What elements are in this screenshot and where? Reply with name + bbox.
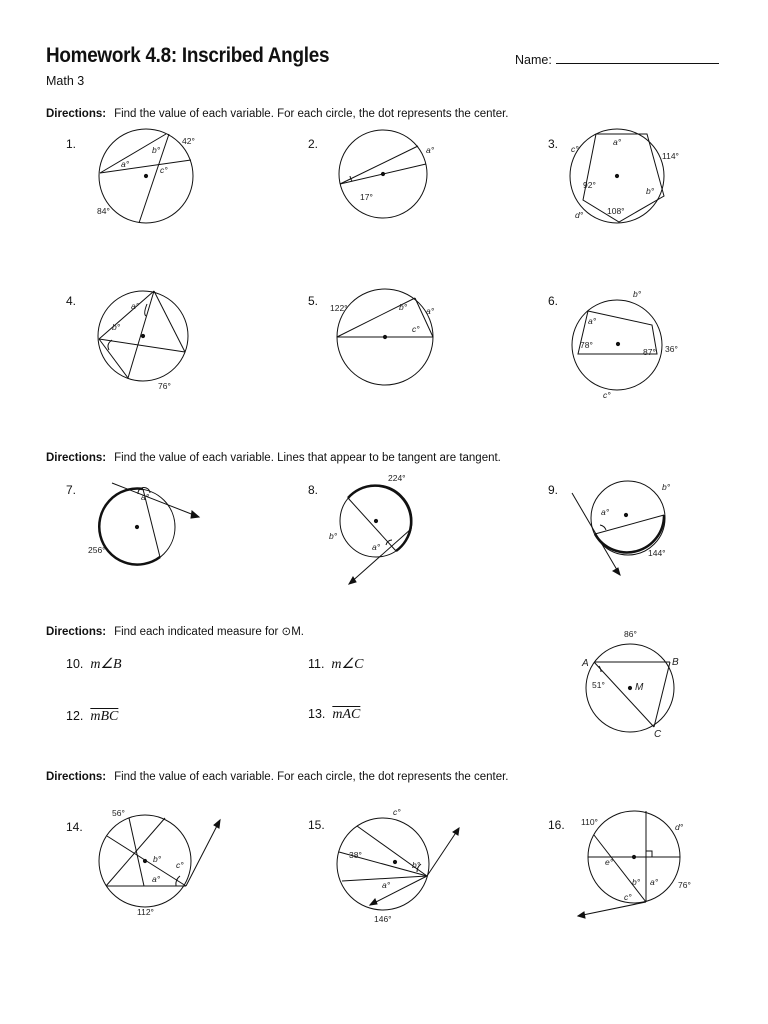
p2-label-a: a° <box>426 145 435 155</box>
p5-label-c: c° <box>412 324 420 334</box>
p10-label-C: C <box>654 729 662 740</box>
p15-label-arc: 146° <box>374 914 392 924</box>
p10-label-ang: 51° <box>592 680 605 690</box>
p10-label-M: M <box>635 682 644 693</box>
p9-label-arc: 144° <box>648 548 666 558</box>
p16-label-b: b° <box>632 877 641 887</box>
p3-label-ang1: 92° <box>583 180 596 190</box>
p16-label-d: d° <box>675 822 684 832</box>
p3-label-ang2: 108° <box>607 206 625 216</box>
p14-label-c: c° <box>176 860 184 870</box>
p7-label-a: a° <box>141 492 150 502</box>
p1-label-b: b° <box>152 145 161 155</box>
p6-label-a: a° <box>588 316 597 326</box>
page-title: Homework 4.8: Inscribed Angles <box>46 44 330 67</box>
problem-number: 1. <box>66 137 77 151</box>
p4-label-a: a° <box>131 301 140 311</box>
p3-label-d: d° <box>575 210 584 220</box>
problem-number: 16. <box>548 818 565 832</box>
p1-label-a: a° <box>121 159 130 169</box>
p10-label-A: A <box>582 658 589 669</box>
p16-label-e: e° <box>605 857 614 867</box>
p3-label-arc: 114° <box>662 151 679 161</box>
p8-label-b: b° <box>329 531 338 541</box>
problem-number: 2. <box>308 137 319 151</box>
p15-label-ang: 38° <box>349 850 362 860</box>
circle-diagram-1 <box>99 129 193 223</box>
p4-label-b: b° <box>112 322 121 332</box>
directions-text: Find the value of each variable. For each circle, the dot represents the center. <box>114 771 509 783</box>
circle-diagram-2 <box>339 130 427 218</box>
question-text: $\overline{mBC}$ <box>90 709 119 724</box>
p16-label-a: a° <box>650 877 659 887</box>
problem-number: 12. <box>66 709 84 723</box>
problem-number: 7. <box>66 483 77 497</box>
p5-label-arc: 122° <box>330 303 348 313</box>
p5-label-a: a° <box>426 306 435 316</box>
question-text: m∠C <box>331 657 364 672</box>
directions-label: Directions: <box>46 771 107 783</box>
problem-number: 5. <box>308 294 319 308</box>
p6-label-c: c° <box>603 390 611 400</box>
problem-number: 6. <box>548 294 559 308</box>
name-label: Name: <box>515 53 552 67</box>
circle-diagram-4 <box>98 291 188 381</box>
question-text: m∠B <box>90 657 122 672</box>
p14-label-arc1: 56° <box>112 808 125 818</box>
p1-label-c: c° <box>160 165 168 175</box>
p6-label-arc: 36° <box>665 344 678 354</box>
p16-label-arc2: 76° <box>678 880 691 890</box>
p4-label-arc: 76° <box>158 381 171 391</box>
directions-label: Directions: <box>46 108 107 120</box>
problem-number: 13. <box>308 707 326 721</box>
p9-label-b: b° <box>662 482 671 492</box>
p16-label-arc1: 110° <box>581 817 598 827</box>
p14-label-a: a° <box>152 874 161 884</box>
directions-text: Find the value of each variable. Lines that appear to be tangent are tangent. <box>114 452 501 464</box>
problem-number: 11. <box>308 657 325 671</box>
p3-label-c: c° <box>571 144 579 154</box>
p9-label-a: a° <box>601 507 610 517</box>
p15-label-c: c° <box>393 807 401 817</box>
problem-number: 10. <box>66 657 84 671</box>
course-subtitle: Math 3 <box>46 74 85 88</box>
p15-label-a: a° <box>382 880 391 890</box>
p2-label-angle: 17° <box>360 192 373 202</box>
directions-text: Find the value of each variable. For each circle, the dot represents the center. <box>114 108 509 120</box>
p8-label-a: a° <box>372 542 381 552</box>
problem-number: 14. <box>66 820 83 834</box>
directions-text: Find each indicated measure for ⊙M. <box>114 626 304 638</box>
p8-label-arc: 224° <box>388 473 406 483</box>
circle-diagram-9 <box>572 481 665 575</box>
p10-label-arc: 86° <box>624 629 637 639</box>
circle-diagram-5 <box>337 289 433 385</box>
p1-label-arc1: 42° <box>182 136 195 146</box>
p6-label-ang1: 78° <box>580 340 593 350</box>
directions-label: Directions: <box>46 626 107 638</box>
problem-number: 4. <box>66 294 77 308</box>
p15-label-b: b° <box>412 860 421 870</box>
problem-number: 3. <box>548 137 559 151</box>
problem-number: 8. <box>308 483 319 497</box>
p3-label-b: b° <box>646 186 655 196</box>
p16-label-c: c° <box>624 892 632 902</box>
directions-label: Directions: <box>46 452 107 464</box>
circle-diagram-15 <box>337 818 459 910</box>
p7-label-arc: 256° <box>88 545 106 555</box>
p6-label-ang2: 87° <box>643 347 656 357</box>
problem-number: 9. <box>548 483 559 497</box>
question-text: $\overline{mAC}$ <box>332 707 361 722</box>
p3-label-a: a° <box>613 137 622 147</box>
circle-diagram-8 <box>340 485 412 584</box>
p10-label-B: B <box>672 657 679 668</box>
problem-number: 15. <box>308 818 325 832</box>
p1-label-arc2: 84° <box>97 206 110 216</box>
p6-label-b: b° <box>633 289 642 299</box>
p14-label-b: b° <box>153 854 162 864</box>
p14-label-arc2: 112° <box>137 907 154 917</box>
p5-label-b: b° <box>399 302 408 312</box>
